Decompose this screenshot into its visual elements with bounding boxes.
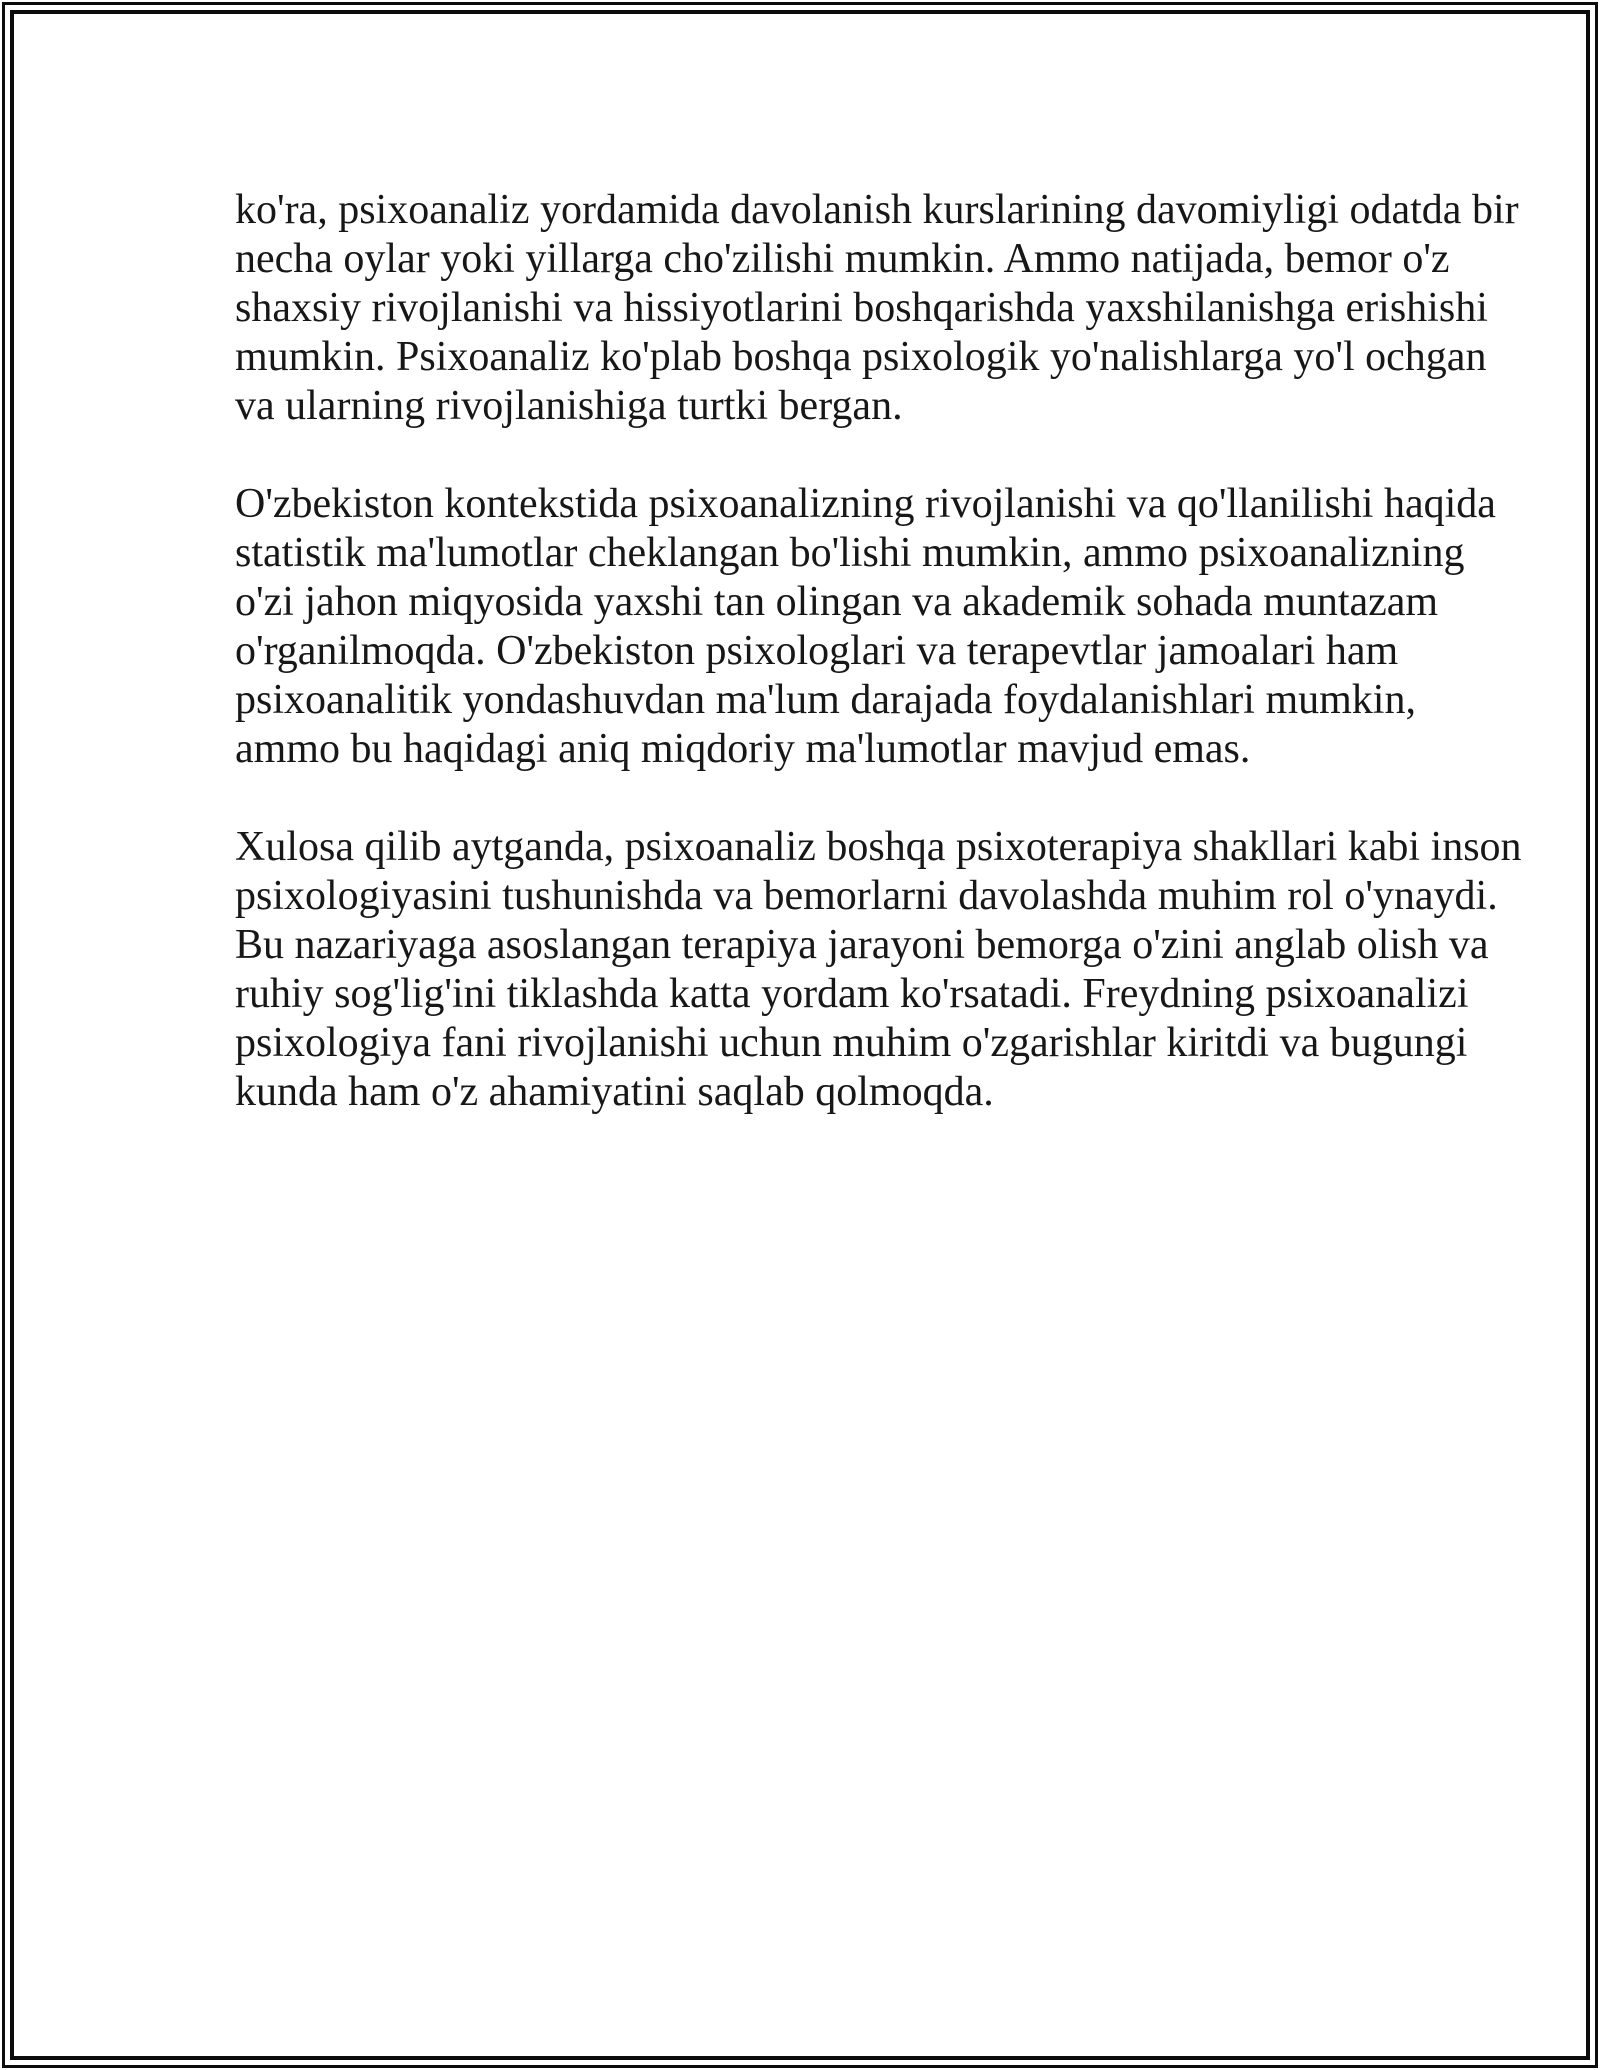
- text-line: kunda ham o'z ahamiyatini saqlab qolmoqda.: [235, 1069, 994, 1115]
- text-line: va ularning rivojlanishiga turtki bergan.: [235, 383, 903, 429]
- text-line: Bu nazariyaga asoslangan terapiya jarayoni bemorga o'zini anglab olish va: [235, 922, 1489, 968]
- text-line: Xulosa qilib aytganda, psixoanaliz boshqa psixoterapiya shakllari kabi inson: [235, 824, 1522, 870]
- text-line: psixologiya fani rivojlanishi uchun muhim o'zgarishlar kiritdi va bugungi: [235, 1020, 1468, 1066]
- text-line: statistik ma'lumotlar cheklangan bo'lishi mumkin, ammo psixoanalizning: [235, 530, 1465, 576]
- text-line: o'zi jahon miqyosida yaxshi tan olingan va akademik sohada muntazam: [235, 579, 1439, 625]
- paragraph-2: [235, 480, 1496, 774]
- document-body: [235, 186, 1522, 1166]
- text-line: o'rganilmoqda. O'zbekiston psixologlari va terapevtlar jamoalari ham: [235, 628, 1399, 674]
- paragraph-3: [235, 823, 1522, 1117]
- text-line: O'zbekiston kontekstida psixoanalizning rivojlanishi va qo'llanilishi haqida: [235, 481, 1496, 527]
- text-line: necha oylar yoki yillarga cho'zilishi mumkin. Ammo natijada, bemor o'z: [235, 236, 1450, 282]
- text-line: psixologiyasini tushunishda va bemorlarni davolashda muhim rol o'ynaydi.: [235, 873, 1498, 919]
- paragraph-1: [235, 186, 1519, 431]
- text-line: psixoanalitik yondashuvdan ma'lum darajada foydalanishlari mumkin,: [235, 677, 1416, 723]
- text-line: ruhiy sog'lig'ini tiklashda katta yordam ko'rsatadi. Freydning psixoanalizi: [235, 971, 1469, 1017]
- text-line: ammo bu haqidagi aniq miqdoriy ma'lumotlar mavjud emas.: [235, 726, 1251, 772]
- text-line: mumkin. Psixoanaliz ko'plab boshqa psixologik yo'nalishlarga yo'l ochgan: [235, 334, 1487, 380]
- text-line: shaxsiy rivojlanishi va hissiyotlarini boshqarishda yaxshilanishga erishishi: [235, 285, 1488, 331]
- text-line: ko'ra, psixoanaliz yordamida davolanish kurslarining davomiyligi odatda bir: [235, 187, 1519, 233]
